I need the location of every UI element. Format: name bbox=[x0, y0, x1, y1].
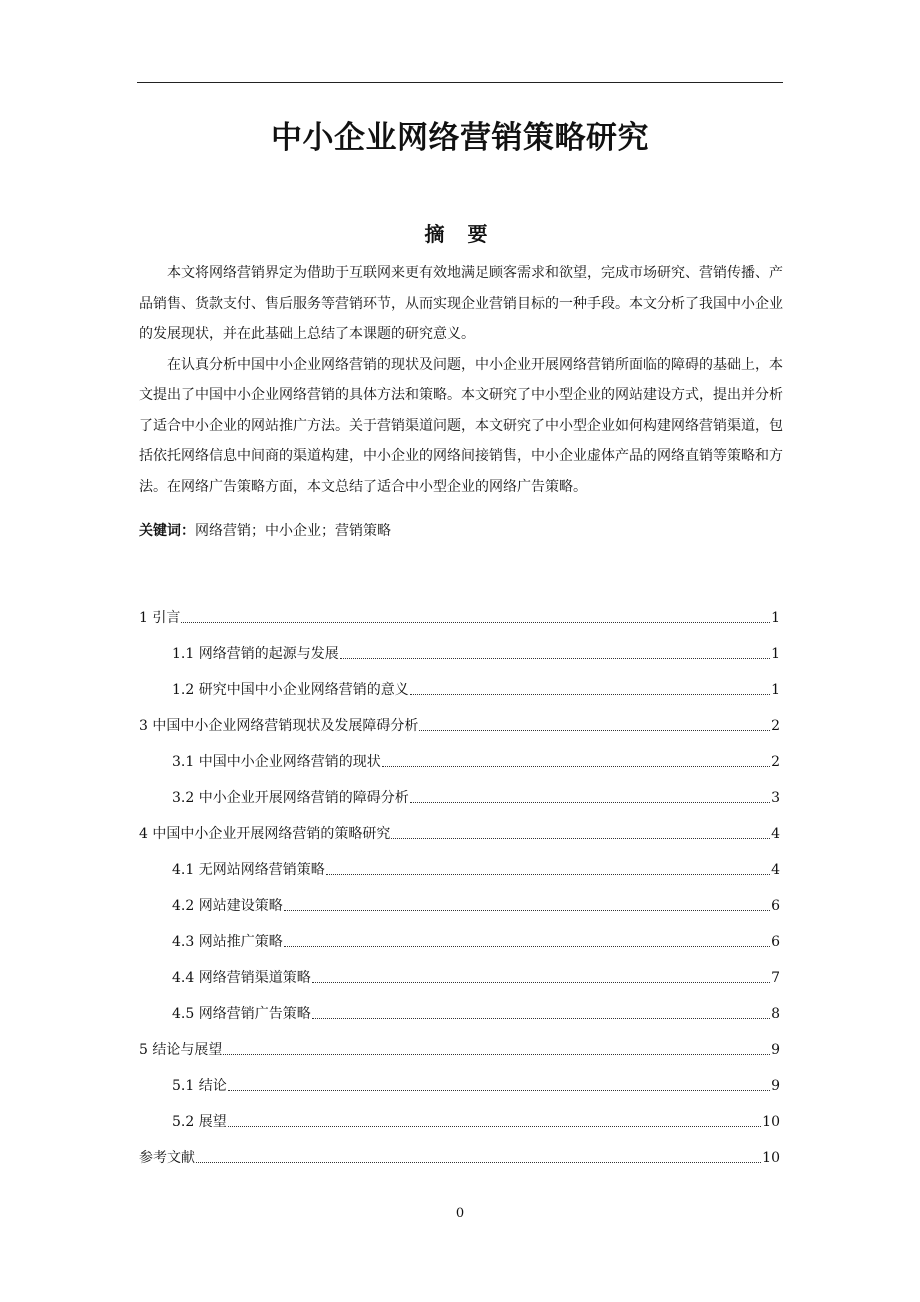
toc-entry-page: 6 bbox=[771, 898, 780, 914]
toc-entry-number: 4.4 bbox=[172, 970, 199, 986]
toc-entry-page: 9 bbox=[771, 1042, 780, 1058]
toc-entry[interactable] bbox=[172, 744, 780, 772]
toc-entry-title: 网络营销的起源与发展 bbox=[198, 646, 339, 662]
toc-entry[interactable] bbox=[139, 1032, 780, 1060]
toc-entry-number: 1.1 bbox=[172, 646, 199, 662]
toc-entry-number: 3.2 bbox=[172, 790, 199, 806]
toc-entry-number: 3 bbox=[139, 718, 153, 734]
abstract-paragraph: 本文将网络营销界定为借助于互联网来更有效地满足顾客需求和欲望，完成市场研究、营销传播、产品销售、货款支付、售后服务等营销环节，从而实现企业营销目标的一种手段。本文分析了我国中小企业的发展现状，并在此基础上总结了本课题的研究意义。 bbox=[139, 265, 783, 342]
toc-entry-number: 5.1 bbox=[172, 1078, 199, 1094]
toc-entry-number: 4.2 bbox=[172, 898, 199, 914]
page-number: 0 bbox=[455, 1206, 465, 1221]
toc-entry[interactable] bbox=[172, 996, 780, 1024]
toc-dot-leader bbox=[391, 838, 770, 839]
toc-entry-title: 中国中小企业网络营销现状及发展障碍分析 bbox=[152, 718, 419, 734]
toc-dot-leader bbox=[312, 982, 770, 983]
toc-entry[interactable] bbox=[172, 1104, 780, 1132]
toc-dot-leader bbox=[284, 910, 770, 911]
toc-entry-page: 4 bbox=[771, 862, 780, 878]
toc-entry-title: 网络营销渠道策略 bbox=[198, 970, 311, 986]
toc-dot-leader bbox=[223, 1054, 770, 1055]
toc-dot-leader bbox=[340, 658, 770, 659]
toc-dot-leader bbox=[410, 694, 770, 695]
toc-entry-title: 网站推广策略 bbox=[198, 934, 283, 950]
document-title: 中小企业网络营销策略研究 bbox=[271, 120, 649, 156]
abstract-paragraph: 在认真分析中国中小企业网络营销的现状及问题，中小企业开展网络营销所面临的障碍的基础上，本文提出了中国中小企业网络营销的具体方法和策略。本文研究了中小型企业的网站建设方式，提出并分析了适合中小企业的网站推广方法。关于营销渠道问题，本文研究了中小型企业如何构建网络营销渠道，包括依托网络信息中间商的渠道构建，中小企业的网络间接销售，中小企业虚体产品的网络直销等策略和方法。在网络广告策略方面，本文总结了适合中小型企业的网络广告策略。 bbox=[139, 356, 783, 495]
toc-entry-number: 5 bbox=[139, 1042, 153, 1058]
toc-entry[interactable] bbox=[139, 1140, 780, 1168]
toc-entry[interactable] bbox=[139, 816, 780, 844]
toc-entry-title: 中小企业开展网络营销的障碍分析 bbox=[198, 790, 409, 806]
toc-entry-number: 5.2 bbox=[172, 1114, 199, 1130]
toc-entry-page: 4 bbox=[771, 826, 780, 842]
toc-entry-title: 展望 bbox=[198, 1114, 227, 1130]
toc-entry-title: 网站建设策略 bbox=[198, 898, 283, 914]
toc-entry[interactable] bbox=[172, 852, 780, 880]
toc-dot-leader bbox=[382, 766, 770, 767]
toc-dot-leader bbox=[196, 1162, 761, 1163]
toc-entry-page: 10 bbox=[762, 1114, 780, 1130]
abstract-body bbox=[139, 258, 783, 502]
toc-entry-page: 6 bbox=[771, 934, 780, 950]
toc-entry-page: 1 bbox=[771, 610, 780, 626]
toc-entry-page: 10 bbox=[762, 1150, 780, 1166]
keywords-value: 网络营销；中小企业；营销策略 bbox=[195, 523, 391, 539]
toc-dot-leader bbox=[228, 1090, 770, 1091]
toc-entry[interactable] bbox=[172, 672, 780, 700]
toc-entry-title: 网络营销广告策略 bbox=[198, 1006, 311, 1022]
header-rule bbox=[137, 82, 783, 83]
toc-entry-title: 引言 bbox=[152, 610, 181, 626]
toc-entry[interactable] bbox=[172, 960, 780, 988]
toc-dot-leader bbox=[410, 802, 770, 803]
toc-entry-number: 4.3 bbox=[172, 934, 199, 950]
toc-entry-title: 参考文献 bbox=[139, 1150, 195, 1166]
toc-entry-title: 结论与展望 bbox=[152, 1042, 223, 1058]
toc-dot-leader bbox=[312, 1018, 770, 1019]
toc-entry[interactable] bbox=[172, 1068, 780, 1096]
toc-entry-number: 1 bbox=[139, 610, 153, 626]
toc-entry-page: 3 bbox=[771, 790, 780, 806]
keywords-label: 关键词： bbox=[139, 523, 195, 539]
toc-entry[interactable] bbox=[172, 780, 780, 808]
toc-entry-number: 4 bbox=[139, 826, 153, 842]
toc-entry-page: 2 bbox=[771, 754, 780, 770]
toc-entry-page: 8 bbox=[771, 1006, 780, 1022]
toc-entry-page: 2 bbox=[771, 718, 780, 734]
toc-entry-title: 中国中小企业开展网络营销的策略研究 bbox=[152, 826, 391, 842]
toc-entry-title: 中国中小企业网络营销的现状 bbox=[198, 754, 381, 770]
toc-dot-leader bbox=[284, 946, 770, 947]
toc-entry[interactable] bbox=[139, 600, 780, 628]
toc-entry-title: 无网站网络营销策略 bbox=[198, 862, 325, 878]
toc-entry-title: 研究中国中小企业网络营销的意义 bbox=[198, 682, 409, 698]
toc-entry-number: 1.2 bbox=[172, 682, 199, 698]
toc-dot-leader bbox=[181, 622, 770, 623]
toc-entry-page: 1 bbox=[771, 646, 780, 662]
keywords-line bbox=[139, 518, 783, 544]
toc-entry-title: 结论 bbox=[198, 1078, 227, 1094]
toc-dot-leader bbox=[419, 730, 770, 731]
toc-entry[interactable] bbox=[172, 636, 780, 664]
toc-dot-leader bbox=[228, 1126, 761, 1127]
toc-entry-page: 9 bbox=[771, 1078, 780, 1094]
toc-entry-page: 1 bbox=[771, 682, 780, 698]
toc-entry-number: 4.1 bbox=[172, 862, 199, 878]
toc-entry[interactable] bbox=[172, 924, 780, 952]
toc-entry[interactable] bbox=[172, 888, 780, 916]
toc-entry-number: 3.1 bbox=[172, 754, 199, 770]
toc-entry[interactable] bbox=[139, 708, 780, 736]
toc-entry-number: 4.5 bbox=[172, 1006, 199, 1022]
toc-entry-page: 7 bbox=[771, 970, 780, 986]
abstract-heading: 摘 要 bbox=[424, 222, 496, 246]
toc-dot-leader bbox=[326, 874, 770, 875]
